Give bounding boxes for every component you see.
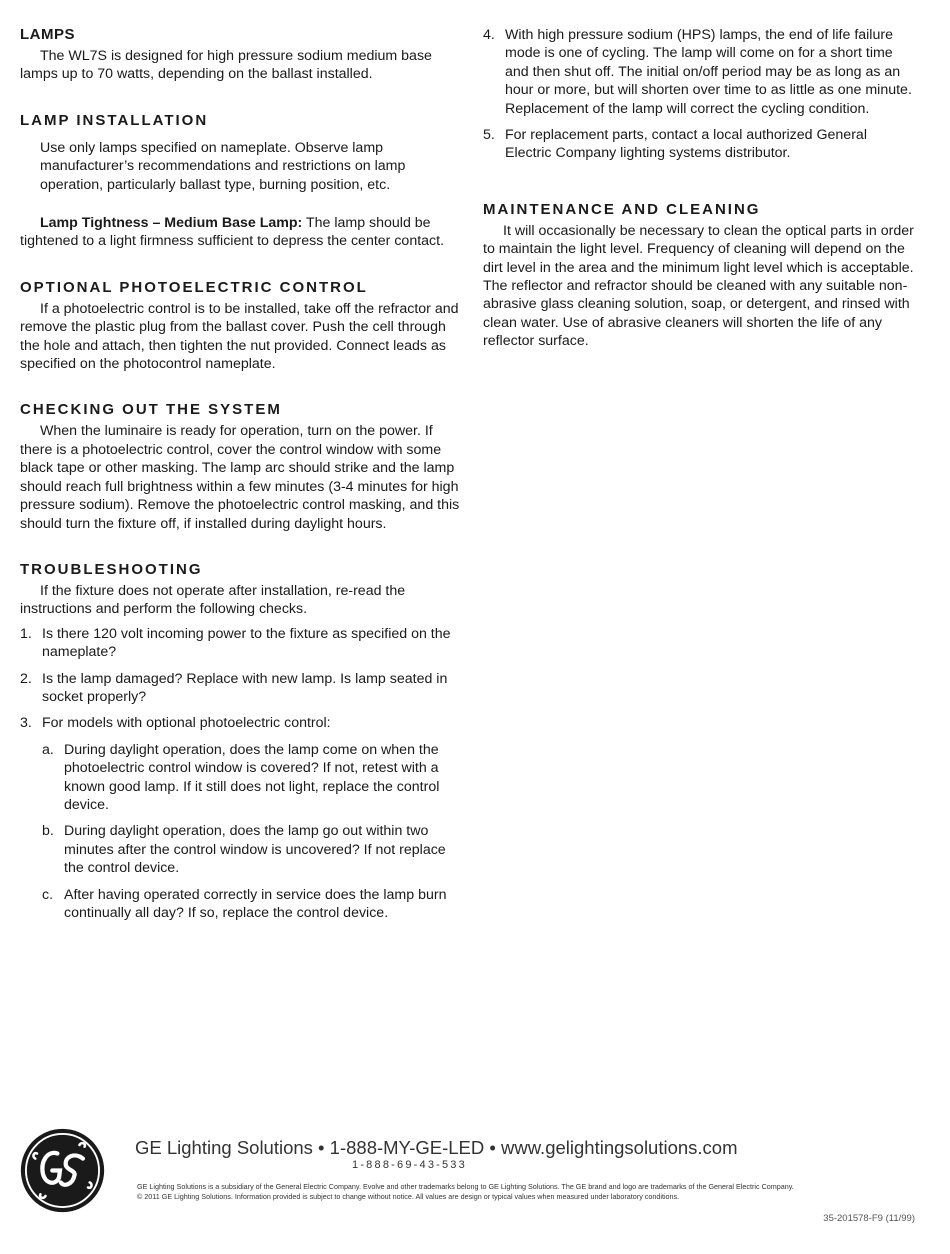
list-item-text: After having operated correctly in service does the lamp burn continually all day? If so, replace the control device. [64, 886, 447, 921]
right-column [483, 26, 915, 351]
list-item [20, 714, 460, 922]
left-column [20, 26, 460, 930]
legal-text [137, 1182, 907, 1202]
list-item [483, 26, 915, 118]
photoelectric-heading: OPTIONAL PHOTOELECTRIC CONTROL [20, 278, 368, 296]
list-item-text: For replacement parts, contact a local authorized General Electric Company lighting systems distributor. [505, 127, 867, 162]
list-marker: 2. [20, 670, 32, 687]
contact-line: GE Lighting Solutions • 1-888-MY-GE-LED • www.gelightingsolutions.com [135, 1137, 738, 1158]
phone-numeric: 1-888-69-43-533 [352, 1159, 467, 1171]
lamp-tightness-paragraph [20, 214, 460, 251]
lamps-heading: LAMPS [20, 26, 75, 43]
list-item [20, 625, 460, 662]
section-troubleshooting [20, 561, 460, 923]
ge-monogram-logo-icon [20, 1128, 105, 1213]
list-item-text: Is there 120 volt incoming power to the fixture as specified on the nameplate? [42, 625, 451, 661]
sub-list-item [42, 886, 460, 923]
list-marker: 1. [20, 625, 32, 642]
checking-text: When the luminaire is ready for operation, turn on the power. If there is a photoelectric control, cover the control window with some black tape or other masking. The lamp arc should strike and the lamp should reach full brightness within a few minutes (3-4 minutes for high pressure sodium). Remove the photoelectric control masking, and this should turn the fixture off, if installed during daylight hours. [20, 423, 460, 532]
lamp-tightness-lead: Lamp Tightness – Medium Base Lamp: [40, 215, 303, 232]
sub-list-item [42, 741, 460, 815]
document-number: 35-201578-F9 (11/99) [823, 1213, 915, 1224]
section-photoelectric [20, 279, 460, 374]
section-maintenance [483, 201, 915, 351]
list-marker: a. [42, 741, 54, 758]
section-checking [20, 401, 460, 532]
list-item-text: During daylight operation, does the lamp go out within two minutes after the control window is uncovered? If not replace the control device. [64, 823, 446, 877]
list-marker: 3. [20, 715, 32, 732]
section-lamps [20, 26, 460, 84]
legal-line-1: GE Lighting Solutions is a subsidiary of the General Electric Company. Evolve and other trademarks belong to GE Lighting Solutions. The GE brand and logo are trademarks of the General Electric Company. [137, 1182, 794, 1191]
list-marker: 4. [483, 27, 495, 43]
list-item-text: Is the lamp damaged? Replace with new lamp. Is lamp seated in socket properly? [42, 670, 448, 705]
checking-heading: CHECKING OUT THE SYSTEM [20, 401, 282, 419]
list-item-text: With high pressure sodium (HPS) lamps, the end of life failure mode is one of cycling. The lamp will come on for a short time and then shut off. The initial on/off period may be as long as an hour or more, but will shorten over time to as little as one minute. Replacement of the lamp will correct the cycling condition. [505, 27, 912, 117]
troubleshooting-heading: TROUBLESHOOTING [20, 560, 203, 578]
lamp-tightness-text: The lamp should be tightened to a light firmness sufficient to depress the center contact. [20, 215, 445, 250]
troubleshooting-sub-list [42, 741, 460, 923]
list-marker: c. [42, 886, 54, 903]
sub-list-item [42, 822, 460, 877]
section-lamp-installation [20, 112, 460, 251]
footer [0, 1125, 950, 1254]
list-item [483, 126, 915, 163]
legal-line-2: © 2011 GE Lighting Solutions. Information provided is subject to change without notice. All values are design or typical values when measured under laboratory conditions. [137, 1192, 680, 1201]
lamps-text: The WL7S is designed for high pressure sodium medium base lamps up to 70 watts, depending on the ballast installed. [20, 48, 432, 83]
lamp-installation-heading: LAMP INSTALLATION [20, 111, 209, 129]
troubleshooting-list [20, 625, 460, 923]
maintenance-text: It will occasionally be necessary to clean the optical parts in order to maintain the light level. Frequency of cleaning will depend on the dirt level in the area and the minimum light level which is acceptable. The reflector and refractor should be cleaned with any suitable non-abrasive glass cleaning solution, soap, or detergent, and rinsed with clean water. Use of abrasive cleaners will shorten the life of any reflector surface. [483, 222, 914, 350]
list-item-text: During daylight operation, does the lamp come on when the photoelectric control window is covered? If not, retest with a known good lamp. If it still does not light, replace the control device. [64, 741, 440, 813]
troubleshooting-list-continued [483, 26, 915, 163]
list-marker: b. [42, 823, 54, 840]
list-item-text: For models with optional photoelectric control: [42, 715, 331, 732]
lamp-installation-text: Use only lamps specified on nameplate. Observe lamp manufacturer’s recommendations and restrictions on lamp operation, particularly ballast type, burning position, etc. [40, 139, 406, 193]
photoelectric-text: If a photoelectric control is to be installed, take off the refractor and remove the plastic plug from the ballast cover. Push the cell through the hole and attach, then tighten the nut provided. Connect leads as specified on the photocontrol nameplate. [20, 300, 459, 373]
maintenance-heading: MAINTENANCE AND CLEANING [483, 200, 761, 218]
list-item [20, 670, 460, 707]
troubleshooting-intro: If the fixture does not operate after installation, re-read the instructions and perform the following checks. [20, 582, 406, 618]
list-marker: 5. [483, 127, 495, 144]
